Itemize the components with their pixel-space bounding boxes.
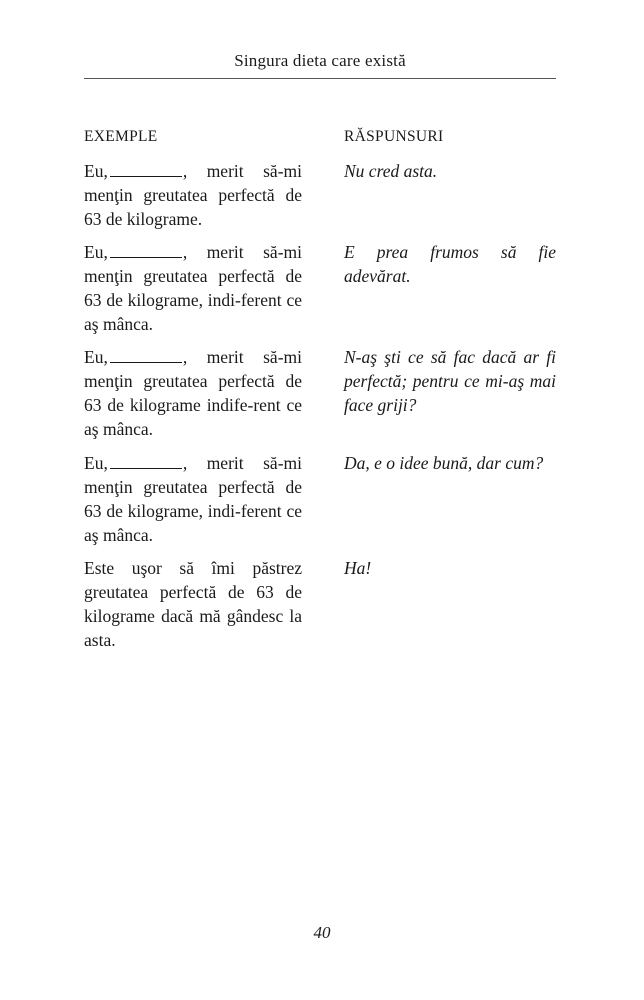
example-text — [84, 345, 302, 441]
example-suffix: , merit să-mi menţin greutatea perfectă de 63 de kilograme indife-rent ce aş mânca. — [84, 347, 302, 439]
running-head: Singura dieta care există — [234, 51, 406, 70]
example-text — [84, 451, 302, 547]
page-number: 40 — [313, 923, 331, 942]
example-text — [84, 159, 302, 231]
column-heading-responses: RĂSPUNSURI — [344, 128, 444, 145]
fill-in-blank — [110, 162, 182, 177]
response-text: N-aş şti ce să fac dacă ar fi perfectă; pentru ce mi-aş mai face griji? — [344, 347, 556, 415]
fill-in-blank — [110, 348, 182, 363]
header-rule — [84, 78, 556, 79]
column-heading-examples: EXEMPLE — [84, 128, 158, 145]
example-text — [84, 240, 302, 336]
fill-in-blank — [110, 243, 182, 258]
response-text: E prea frumos să fie adevărat. — [344, 242, 556, 286]
fill-in-blank — [110, 454, 182, 469]
example-suffix: , merit să-mi menţin greutatea perfectă de 63 de kilograme, indi-ferent ce aş mânca. — [84, 242, 302, 334]
example-prefix: Eu, — [84, 347, 108, 367]
response-text: Da, e o idee bună, dar cum? — [344, 453, 544, 473]
example-text: Este uşor să îmi păstrez greutatea perfectă de 63 de kilograme dacă mă gândesc la asta. — [84, 558, 302, 650]
response-text: Ha! — [344, 558, 372, 578]
example-suffix: , merit să-mi menţin greutatea perfectă de 63 de kilograme, indi-ferent ce aş mânca. — [84, 453, 302, 545]
example-prefix: Eu, — [84, 453, 108, 473]
example-suffix: , merit să-mi menţin greutatea perfectă de 63 de kilograme. — [84, 161, 302, 229]
example-prefix: Eu, — [84, 161, 108, 181]
response-text: Nu cred asta. — [344, 161, 438, 181]
example-prefix: Eu, — [84, 242, 108, 262]
